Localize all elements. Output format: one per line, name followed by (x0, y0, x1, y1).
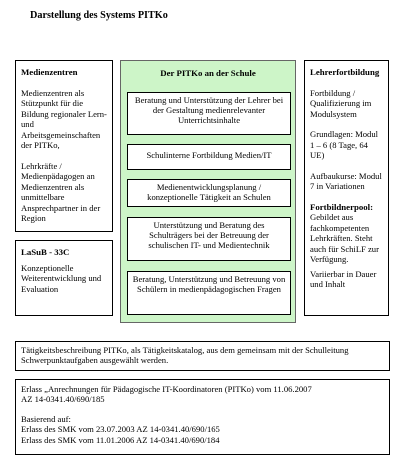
decree-line-2: AZ 14-0341.40/690/185 (21, 394, 105, 405)
medienzentren-box (15, 60, 113, 232)
lehrerfortbildung-text-2: Grundlagen: Modul 1 – 6 (8 Tage, 64 UE) (310, 129, 379, 161)
task-text-5: Beratung, Unterstützung und Betreuung von Schülern in medienpädagogischen Fragen (132, 274, 286, 294)
decree-line-3: Erlass des SMK vom 23.07.2003 AZ 14-0341.40/690/165 (21, 424, 220, 435)
medienzentren-text-1: Medienzentren als Stützpunkt für die Bildung regionaler Lern- und Arbeitsgemeinschaften der PITKo, (21, 87, 107, 151)
lasub-text: Konzeptionelle Weiterentwicklung und Evaluation (21, 262, 102, 294)
fortbildnerpool-heading: Fortbildnerpool: (310, 201, 374, 212)
task-text-2: Schulinterne Fortbildung Medien/IT (146, 150, 272, 160)
fortbildnerpool-text: Gebildet aus fachkompetenten Lehrkräften. Steht auch für SchiLF zur Verfügung. (310, 212, 379, 265)
lasub-box (15, 240, 113, 316)
task-box-3 (127, 179, 291, 207)
task-box-2 (127, 144, 291, 170)
lehrerfortbildung-text-3: Aufbaukurse: Modul 7 in Variationen (310, 170, 382, 192)
medienzentren-heading: Medienzentren (21, 67, 78, 77)
lehrerfortbildung-text-4: Variierbar in Dauer und Inhalt (310, 268, 377, 290)
pitko-school-heading: Der PITKo an der Schule (160, 68, 256, 78)
task-text-4: Unterstützung und Beratung des Schulträgers bei der Betreuung der schulischen IT- und Medientechnik (148, 220, 270, 250)
medienzentren-text-2: Lehrkräfte / Medienpädagogen an Medienzentren als unmittelbare Ansprechpartner in der Region (21, 160, 101, 224)
basis-heading: Basierend auf: (21, 413, 71, 424)
lehrerfortbildung-box (304, 60, 389, 316)
pitko-school-box (120, 60, 296, 323)
lehrerfortbildung-heading: Lehrerfortbildung (310, 67, 380, 77)
legal-basis-box (15, 379, 390, 455)
lehrerfortbildung-text-1: Fortbildung / Qualifizierung im Modulsystem (310, 87, 372, 119)
task-box-1 (127, 92, 291, 135)
lasub-heading: LaSuB - 33C (21, 247, 70, 257)
activity-note-text: Tätigkeitsbeschreibung PITKo, als Tätigkeitskatalog, aus dem gemeinsam mit der Schulleitung Schwerpunktaufgaben ausgewählt werden. (21, 345, 349, 366)
activity-note-box (15, 341, 390, 371)
task-box-5 (127, 271, 291, 315)
page-title: Darstellung des Systems PITKo (30, 10, 168, 21)
task-text-3: Medienentwicklungsplanung / konzeptionelle Tätigkeit an Schulen (147, 182, 271, 202)
task-box-4 (127, 217, 291, 261)
decree-line-1: Erlass „Anrechnungen für Pädagogische IT-Koordinatoren (PITKo) vom 11.06.2007 (21, 384, 312, 394)
decree-line-4: Erlass des SMK vom 11.01.2006 AZ 14-0341.40/690/184 (21, 434, 220, 445)
task-text-1: Beratung und Unterstützung der Lehrer bei der Gestaltung medienrelevanter Unterrichtsinhalte (134, 95, 284, 125)
